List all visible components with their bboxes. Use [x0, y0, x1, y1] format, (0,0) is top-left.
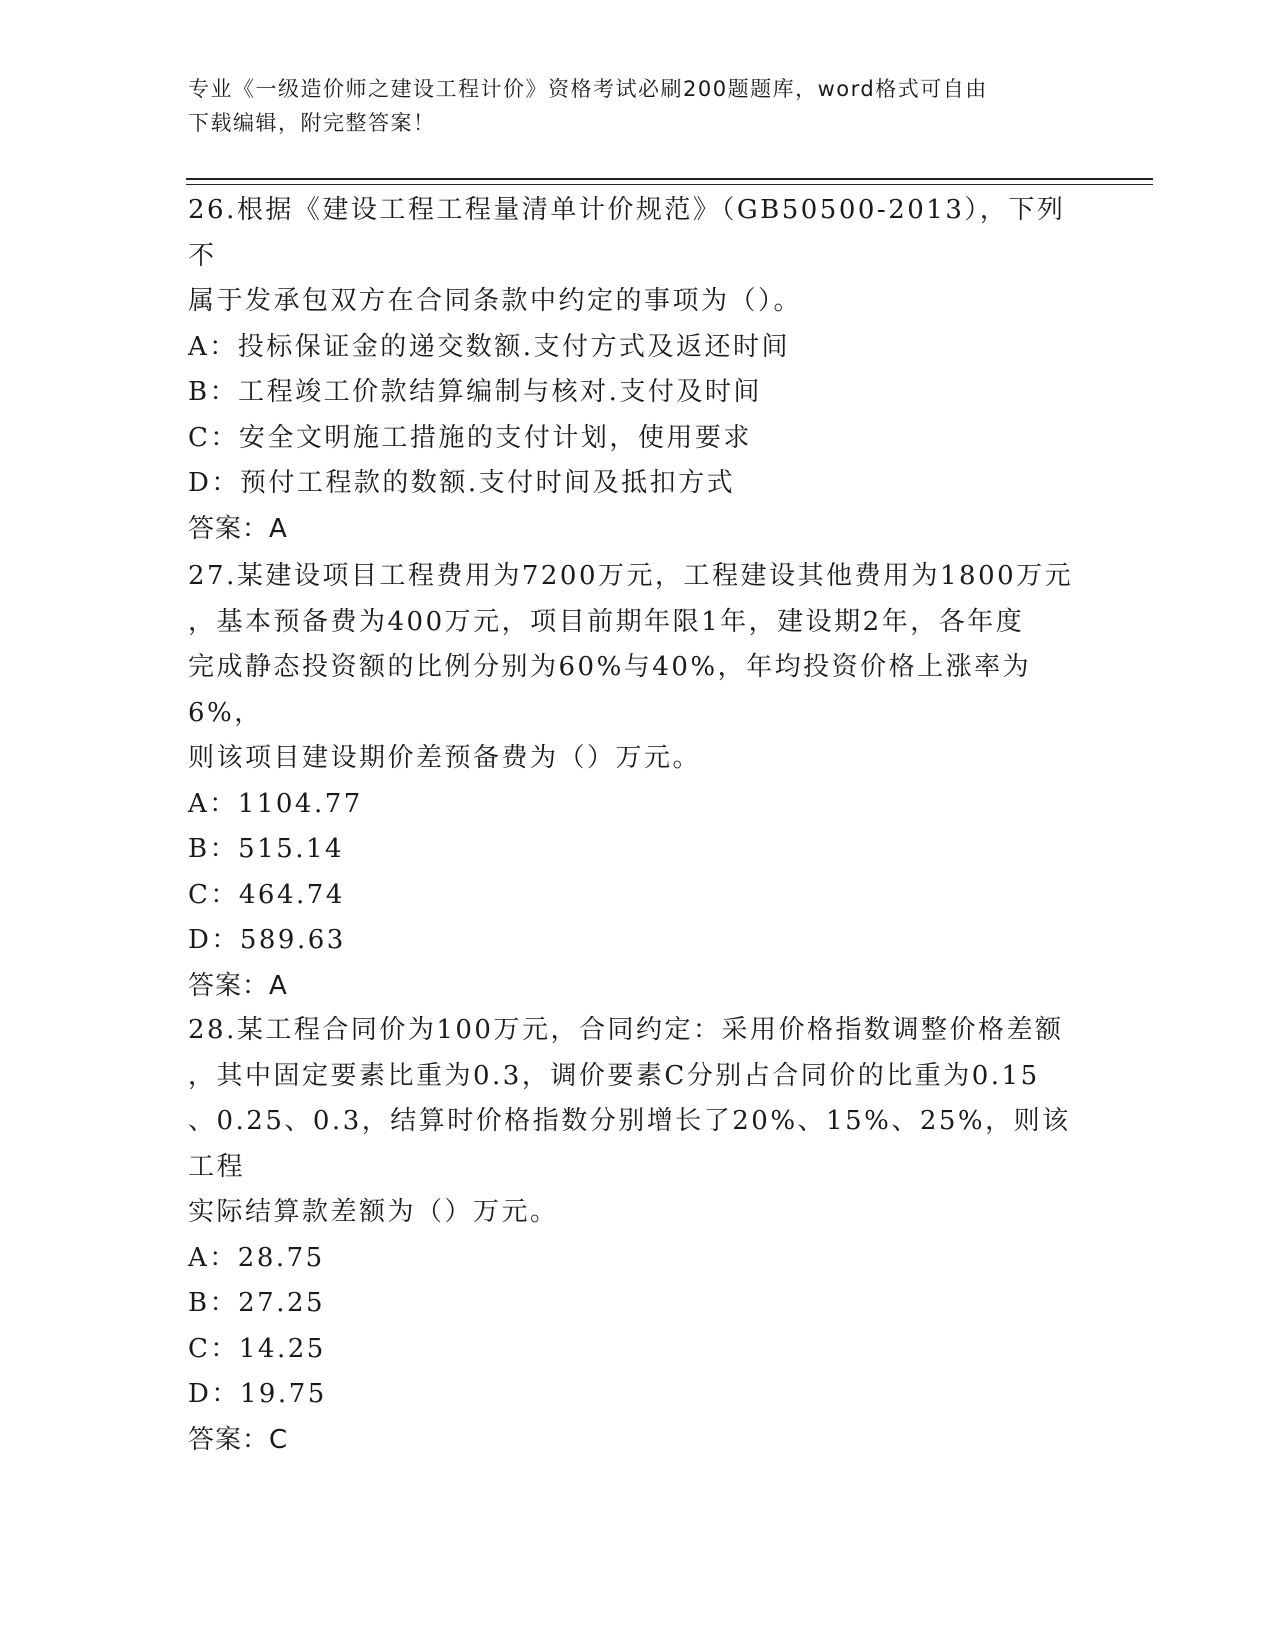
option-c: C：14.25 [188, 1333, 326, 1364]
option-b: B：工程竣工价款结算编制与核对.支付及时间 [188, 377, 762, 407]
question-stem-line: 27.某建设项目工程费用为7200万元，工程建设其他费用为1800万元 [188, 561, 1074, 591]
option-a: A：28.75 [188, 1242, 325, 1273]
option-d: D：589.63 [188, 925, 346, 955]
header-line-1: 专业《一级造价师之建设工程计价》资格考试必刷200题题库，word格式可自由 [188, 77, 988, 101]
question-stem-line: 28.某工程合同价为100万元，合同约定：采用价格指数调整价格差额 [188, 1015, 1064, 1045]
header-line-2: 下载编辑，附完整答案！ [188, 111, 436, 135]
question-stem-line: 26.根据《建设工程工程量清单计价规范》（GB50500-2013），下列不 [188, 195, 1066, 271]
option-d: D：预付工程款的数额.支付时间及抵扣方式 [188, 468, 736, 498]
answer-line: 答案：A [188, 513, 288, 544]
option-b: B：515.14 [188, 834, 345, 864]
document-header [188, 72, 1068, 140]
question-28 [188, 1008, 1088, 1463]
option-d: D：19.75 [188, 1379, 327, 1409]
question-stem-line: 则该项目建设期价差预备费为（）万元。 [188, 743, 702, 773]
question-stem-line: 、0.25、0.3，结算时价格指数分别增长了20%、15%、25%，则该工程 [188, 1106, 1071, 1182]
header-divider-thick [186, 178, 1153, 180]
option-c: C：464.74 [188, 879, 345, 910]
option-b: B：27.25 [188, 1288, 326, 1318]
question-stem-line: 属于发承包双方在合同条款中约定的事项为（）。 [188, 286, 803, 316]
answer-line: 答案：A [188, 970, 288, 1001]
question-stem-line: ，基本预备费为400万元，项目前期年限1年，建设期2年，各年度 [188, 606, 1025, 637]
question-stem-line: 实际结算款差额为（）万元。 [188, 1197, 559, 1227]
answer-line: 答案：C [188, 1424, 289, 1455]
question-27 [188, 554, 1088, 1009]
option-a: A：1104.77 [188, 788, 363, 819]
question-stem-line: ，其中固定要素比重为0.3，调价要素C分别占合同价的比重为0.15 [188, 1060, 1040, 1091]
header-divider-thin [186, 184, 1153, 185]
question-stem-line: 完成静态投资额的比例分别为60%与40%，年均投资价格上涨率为6%， [188, 652, 1032, 728]
option-c: C：安全文明施工措施的支付计划，使用要求 [188, 422, 752, 453]
option-a: A：投标保证金的递交数额.支付方式及返还时间 [188, 331, 791, 362]
question-26 [188, 188, 1088, 552]
